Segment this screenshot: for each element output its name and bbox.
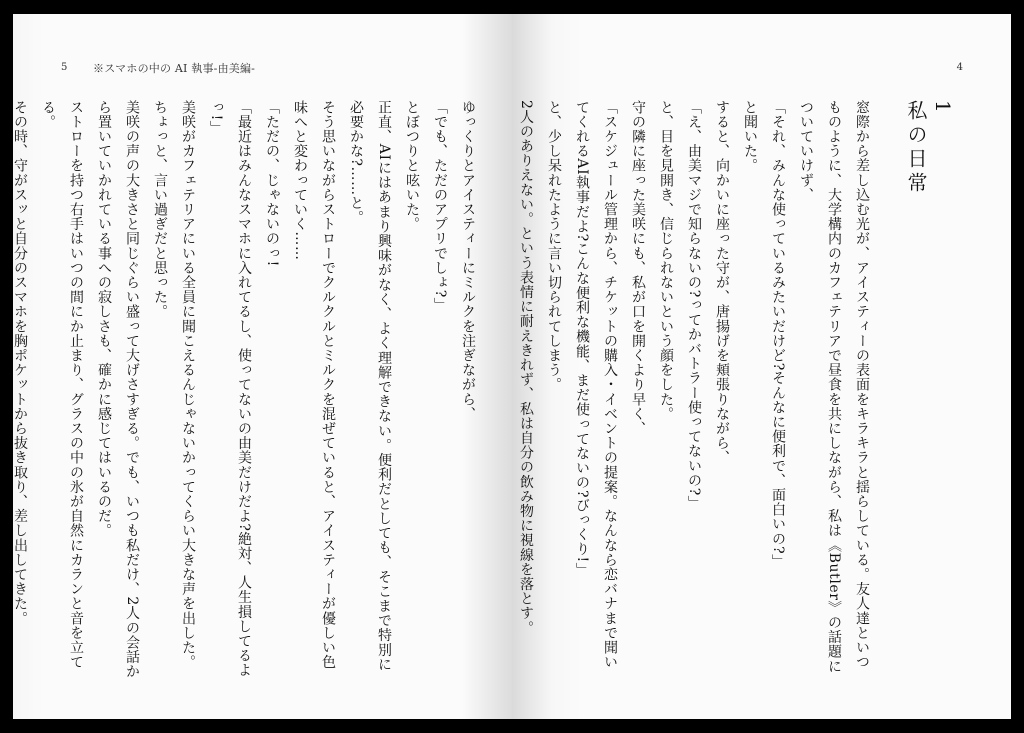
chapter-heading [902, 100, 955, 260]
paragraph: 守の隣に座った美咲にも、私が口を開くより早く、 [630, 100, 646, 436]
paragraph: ちょっと、言い過ぎだと思った。 [152, 100, 168, 319]
paragraph: 「え、由美マジで知らないの?ってかバトラー使ってないの?」 [686, 100, 702, 511]
paragraph: とぼつりと呟いた。 [404, 100, 420, 232]
running-head: ※スマホの中の AI 執事-由美編- [93, 62, 256, 75]
paragraph: 美咲の声の大きさと同じぐらい盛って大げさすぎる。でも、いつも私だけ、2人の会話から置いていかれている事への寂しさも、確かに感じてはいるのだ。 [96, 100, 140, 679]
paragraph: と、少し呆れたように言い切られてしまう。 [546, 100, 562, 392]
page-number: 4 [956, 62, 963, 73]
paragraph: 「最近はみんなスマホに入れてるし、使ってないの由美だけだよ?絶対、人生損してるよっ!」 [208, 100, 252, 678]
paragraph: 「スケジュール管理から、チケットの購入・イベントの提案。なんなら恋バナまで聞いてくれるAI執事だよ?こんな便利な機能、まだ使ってないの?びっくり!」 [574, 100, 618, 670]
paragraph: その時、守がスッと自分のスマホを胸ポケットから抜き取り、差し出してきた。 [12, 100, 28, 626]
paragraph: と、目を見開き、信じられないという顔をした。 [658, 100, 674, 422]
chapter-title: 私の日常 [904, 100, 928, 196]
book-spread [13, 14, 1011, 719]
paragraph: 美咲がカフェテリアにいる全員に聞こえるんじゃないかってくらい大きな声を出した。 [180, 100, 196, 670]
paragraph: そう思いながらストローでクルクルとミルクを混ぜていると、アイスティーが優しい色味へと変わっていく…… [292, 100, 336, 670]
paragraph: 「ただの、じゃないのっ! [264, 100, 280, 267]
paragraph: すると、向かいに座った守が、唐揚げを頬張りながら、 [714, 100, 730, 465]
page-number: 5 [61, 62, 68, 73]
left-page[interactable] [13, 14, 512, 719]
paragraph: と聞いた。 [742, 100, 758, 173]
right-page[interactable] [512, 14, 1011, 719]
paragraph: 「でも、ただのアプリでしょ?」 [432, 100, 448, 313]
paragraph: 窓際から差し込む光が、アイスティーの表面をキラキラと揺らしている。友人達といつものように、大学構内のカフェテリアで昼食を共にしながら、私は《Butler》の話題についていけず、 [798, 100, 870, 674]
paragraph: ストローを持つ右手はいつの間にか止まり、グラスの中の氷が自然にカランと音を立てる。 [40, 100, 84, 670]
chapter-number: 1 [931, 100, 955, 117]
body-text [12, 100, 482, 680]
paragraph: 正直、AIにはあまり興味がなく、よく理解できない。便利だとしても、そこまで特別に必要かな?……と。 [348, 100, 392, 672]
paragraph: 「それ、みんな使っているみたいだけど?そんなに便利で、面白いの?」 [770, 100, 786, 569]
paragraph: 2人のありえない。という表情に耐えきれず、私は自分の飲み物に視線を落とす。 [518, 100, 534, 636]
body-text [518, 100, 876, 680]
paragraph: ゆっくりとアイスティーにミルクを注ぎながら、 [460, 100, 476, 422]
